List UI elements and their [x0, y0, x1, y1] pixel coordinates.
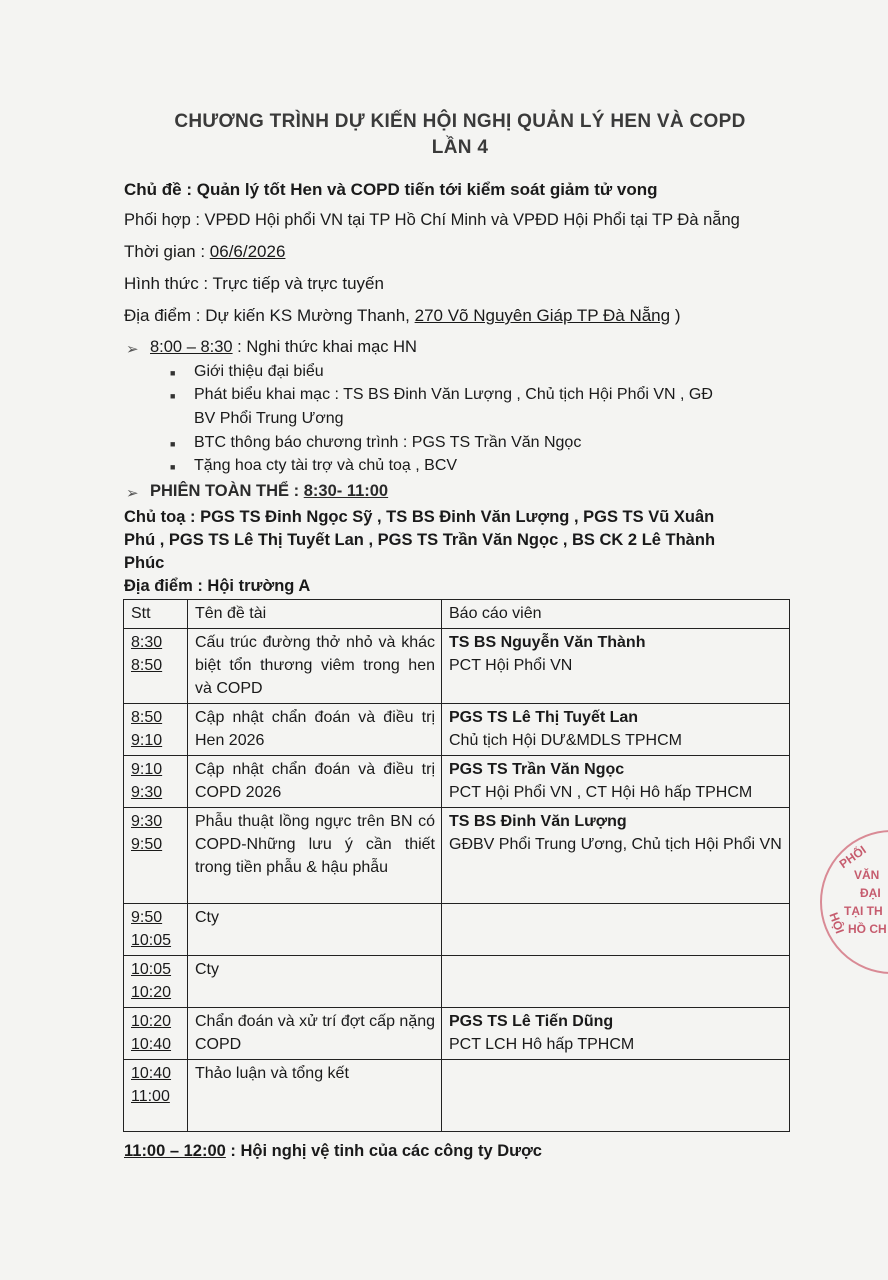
chairs-line: Phú , PGS TS Lê Thị Tuyết Lan , PGS TS Trần Văn Ngọc , BS CK 2 Lê Thành [124, 531, 716, 549]
time-label: Thời gian : [124, 242, 210, 261]
document-title-line1: CHƯƠNG TRÌNH DỰ KIẾN HỘI NGHỊ QUẢN LÝ HEN VÀ COPD [174, 111, 746, 132]
table-row [124, 704, 790, 756]
speaker-name: TS BS Nguyễn Văn Thành [449, 634, 646, 651]
header-topic: Tên đề tài [188, 600, 442, 629]
stamp-text: HỘI [826, 910, 847, 936]
end-time: 8:50 [131, 657, 163, 674]
start-time: 9:30 [131, 813, 163, 830]
speaker-cell [442, 1060, 790, 1132]
venue-line [124, 306, 680, 326]
topic-cell: Chẩn đoán và xử trí đợt cấp nặng COPD [188, 1008, 442, 1060]
time-cell [124, 1060, 188, 1132]
coordination-line: Phối hợp : VPĐD Hội phổi VN tại TP Hồ Chí Minh và VPĐD Hội Phổi tại TP Đà nẵng [124, 211, 740, 229]
opening-item: BTC thông báo chương trình : PGS TS Trần Văn Ngọc [194, 434, 582, 451]
time-cell [124, 904, 188, 956]
bullet-icon: ■ [170, 439, 176, 449]
opening-item: Phát biểu khai mạc : TS BS Đinh Văn Lượng , Chủ tịch Hội Phổi VN , GĐ [194, 386, 713, 403]
speaker-cell [442, 629, 790, 704]
venue-value: 270 Võ Nguyên Giáp TP Đà Nẵng [414, 306, 671, 325]
table-row [124, 629, 790, 704]
table-row [124, 808, 790, 904]
venue-suffix: ) [670, 306, 681, 325]
topic-cell: Cập nhật chẩn đoán và điều trị Hen 2026 [188, 704, 442, 756]
speaker-role: PCT Hội Phổi VN [449, 657, 573, 674]
table-header-row [124, 600, 790, 629]
start-time: 8:30 [131, 634, 163, 651]
plenary-venue: Địa điểm : Hội trường A [124, 577, 311, 595]
topic-cell: Cty [188, 904, 442, 956]
start-time: 9:10 [131, 761, 163, 778]
time-cell [124, 704, 188, 756]
opening-item: Tặng hoa cty tài trợ và chủ toạ , BCV [194, 457, 458, 474]
end-time: 9:30 [131, 784, 163, 801]
time-cell [124, 808, 188, 904]
topic-cell: Cấu trúc đường thở nhỏ và khác biệt tổn thương viêm trong hen và COPD [188, 629, 442, 704]
end-time: 9:50 [131, 836, 163, 853]
speaker-cell [442, 1008, 790, 1060]
topic-cell: Cập nhật chẩn đoán và điều trị COPD 2026 [188, 756, 442, 808]
table-row [124, 1060, 790, 1132]
plenary-label: PHIÊN TOÀN THỂ : [150, 482, 304, 500]
topic-cell: Cty [188, 956, 442, 1008]
speaker-name: TS BS Đinh Văn Lượng [449, 813, 627, 830]
satellite-label: : Hội nghị vệ tinh của các công ty Dược [225, 1142, 542, 1160]
start-time: 9:50 [131, 909, 163, 926]
header-stt: Stt [124, 600, 188, 629]
opening-item-continued: BV Phổi Trung Ương [194, 410, 344, 427]
speaker-role: GĐBV Phổi Trung Ương, Chủ tịch Hội Phổi VN [449, 836, 782, 853]
start-time: 10:20 [131, 1013, 172, 1030]
speaker-name: PGS TS Lê Thị Tuyết Lan [449, 709, 639, 726]
stamp-text: PHỔI [836, 842, 869, 872]
opening-line [150, 338, 417, 357]
end-time: 10:40 [131, 1036, 172, 1053]
theme-line: Chủ đề : Quản lý tốt Hen và COPD tiến tới kiểm soát giảm tử vong [124, 180, 658, 199]
document-title-line2: LẦN 4 [431, 137, 489, 158]
format-line: Hình thức : Trực tiếp và trực tuyến [124, 274, 384, 293]
start-time: 10:05 [131, 961, 172, 978]
time-value: 06/6/2026 [209, 242, 286, 261]
stamp-text: TẠI TH [844, 904, 883, 918]
speaker-name: PGS TS Lê Tiến Dũng [449, 1013, 614, 1030]
table-row [124, 904, 790, 956]
time-cell [124, 629, 188, 704]
opening-time: 8:00 – 8:30 [150, 338, 233, 356]
plenary-arrow-icon: ➢ [126, 485, 139, 502]
speaker-role: Chủ tịch Hội DƯ&MDLS TPHCM [449, 732, 682, 749]
speaker-cell [442, 956, 790, 1008]
speaker-name: PGS TS Trần Văn Ngọc [449, 761, 625, 778]
table-row [124, 756, 790, 808]
bullet-icon: ■ [170, 462, 176, 472]
time-cell [124, 756, 188, 808]
chairs-line: Phúc [124, 554, 165, 572]
table-row [124, 956, 790, 1008]
stamp-text: ĐẠI [860, 886, 881, 900]
bullet-icon: ■ [170, 368, 176, 378]
time-cell [124, 1008, 188, 1060]
plenary-time: 8:30- 11:00 [303, 482, 389, 500]
official-stamp [820, 830, 888, 974]
speaker-cell [442, 808, 790, 904]
speaker-cell [442, 756, 790, 808]
stamp-text: VĂN [854, 868, 880, 882]
table-row [124, 1008, 790, 1060]
speaker-role: PCT LCH Hô hấp TPHCM [449, 1036, 635, 1053]
speaker-role: PCT Hội Phổi VN , CT Hội Hô hấp TPHCM [449, 784, 753, 801]
end-time: 11:00 [131, 1088, 170, 1105]
opening-arrow-icon: ➢ [126, 341, 139, 358]
satellite-time: 11:00 – 12:00 [124, 1142, 226, 1160]
venue-label: Địa điểm : Dự kiến KS Mường Thanh, [124, 306, 415, 325]
plenary-line [150, 482, 388, 501]
time-line [124, 242, 285, 262]
topic-cell: Phẫu thuật lồng ngực trên BN có COPD-Những lưu ý cần thiết trong tiền phẫu & hậu phẫu [188, 808, 442, 904]
opening-label: : Nghi thức khai mạc HN [232, 338, 417, 356]
topic-cell: Thảo luận và tổng kết [188, 1060, 442, 1132]
schedule-table [123, 599, 790, 1132]
speaker-cell [442, 704, 790, 756]
end-time: 10:20 [131, 984, 172, 1001]
stamp-text: HỒ CH [848, 922, 887, 936]
start-time: 8:50 [131, 709, 163, 726]
time-cell [124, 956, 188, 1008]
end-time: 10:05 [131, 932, 172, 949]
header-speaker: Báo cáo viên [442, 600, 790, 629]
opening-item: Giới thiệu đại biểu [194, 363, 324, 380]
speaker-cell [442, 904, 790, 956]
satellite-line [124, 1142, 542, 1161]
start-time: 10:40 [131, 1065, 172, 1082]
bullet-icon: ■ [170, 391, 176, 401]
chairs-line: Chủ toạ : PGS TS Đinh Ngọc Sỹ , TS BS Đinh Văn Lượng , PGS TS Vũ Xuân [124, 508, 715, 526]
end-time: 9:10 [131, 732, 163, 749]
